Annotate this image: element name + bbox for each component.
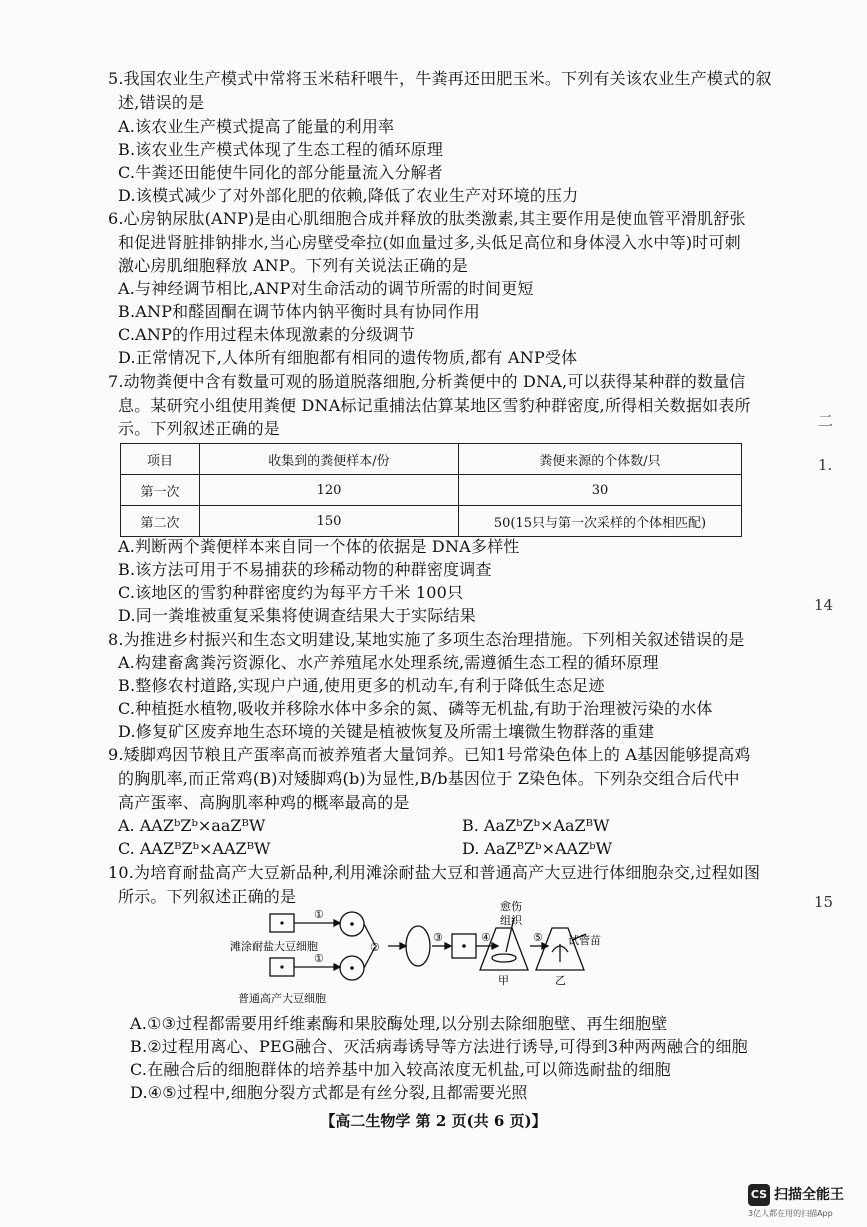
q10-option-b: B.②过程用离心、PEG融合、灭活病毒诱导等方法进行诱导,可得到3种两两融合的细胞 (130, 1037, 748, 1056)
q5-option-a: A.该农业生产模式提高了能量的利用率 (118, 117, 395, 136)
camscanner-logo-icon: CS (748, 1184, 770, 1206)
step-1-label-bottom: ① (314, 952, 324, 965)
margin-mark: 14 (814, 596, 834, 614)
q5-option-b: B.该农业生产模式体现了生态工程的循环原理 (118, 140, 444, 159)
table-header-row (121, 444, 742, 475)
q9-option-d: D. AaZᴮZᵇ×AAZᵇW (462, 839, 613, 858)
table-cell: 120 (200, 475, 459, 506)
seedling-label: 试管苗 (568, 934, 601, 947)
q10-stem-cont: 所示。下列叙述正确的是 (118, 887, 297, 906)
table-cell: 第二次 (121, 506, 200, 537)
q6-stem-cont: 和促进肾脏排钠排水,当心房壁受牵拉(如血量过多,头低足高位和身体浸入水中等)时可刺 (118, 233, 741, 252)
q10-stem: 10.为培育耐盐高产大豆新品种,利用滩涂耐盐大豆和普通高产大豆进行体细胞杂交,过程如图 (108, 863, 761, 882)
q8-option-d: D.修复矿区废弃地生态环境的关键是植被恢复及所需土壤微生物群落的重建 (118, 722, 655, 741)
table-cell: 30 (459, 475, 742, 506)
step-1-label: ① (314, 908, 324, 921)
cell-fusion-diagram (230, 900, 610, 1012)
q7-stem-cont: 息。某研究小组使用粪便 DNA标记重捕法估算某地区雪豹种群密度,所得相关数据如表所 (118, 396, 751, 415)
q6-option-a: A.与神经调节相比,ANP对生命活动的调节所需的时间更短 (118, 279, 534, 298)
callus-label-2: 组织 (500, 914, 522, 927)
table-row (121, 475, 742, 506)
q7-stem: 7.动物粪便中含有数量可观的肠道脱落细胞,分析粪便中的 DNA,可以获得某种群的数量信 (108, 372, 746, 391)
q7-option-d: D.同一粪堆被重复采集将使调查结果大于实际结果 (118, 606, 476, 625)
q6-option-c: C.ANP的作用过程未体现激素的分级调节 (118, 325, 416, 344)
step-4-label: ④ (481, 931, 491, 944)
q7-stem-cont2: 示。下列叙述正确的是 (118, 419, 281, 438)
q6-option-d: D.正常情况下,人体所有细胞都有相同的遗传物质,都有 ANP受体 (118, 348, 578, 367)
high-yield-soybean-label: 普通高产大豆细胞 (238, 992, 326, 1005)
q8-option-b: B.整修农村道路,实现户户通,使用更多的机动车,有利于降低生态足迹 (118, 676, 605, 695)
camscanner-watermark (748, 1180, 858, 1220)
q10-option-d: D.④⑤过程中,细胞分裂方式都是有丝分裂,且都需要光照 (130, 1083, 528, 1102)
table-header: 粪便来源的个体数/只 (459, 444, 742, 475)
q7-option-b: B.该方法可用于不易捕获的珍稀动物的种群密度调查 (118, 560, 492, 579)
q9-option-c: C. AAZᴮZᵇ×AAZᴮW (118, 839, 271, 858)
step-2-label: ② (370, 941, 380, 954)
step-5-label: ⑤ (533, 931, 543, 944)
callus-label: 愈伤 (500, 900, 522, 913)
q5-option-d: D.该模式减少了对外部化肥的依赖,降低了农业生产对环境的压力 (118, 186, 579, 205)
q9-stem: 9.矮脚鸡因节粮且产蛋率高而被养殖者大量饲养。已知1号常染色体上的 A基因能够提高鸡 (108, 745, 751, 764)
table-cell: 150 (200, 506, 459, 537)
q10-option-a: A.①③过程都需要用纤维素酶和果胶酶处理,以分别去除细胞壁、再生细胞壁 (130, 1014, 668, 1033)
q8-option-a: A.构建畜禽粪污资源化、水产养殖尾水处理系统,需遵循生态工程的循环原理 (118, 653, 659, 672)
brand-name: 扫描全能王 (774, 1187, 844, 1203)
q8-option-c: C.种植挺水植物,吸收并移除水体中多余的氮、磷等无机盐,有助于治理被污染的水体 (118, 699, 713, 718)
margin-mark: 15 (814, 893, 834, 911)
q9-option-a: A. AAZᵇZᵇ×aaZᴮW (118, 816, 266, 835)
margin-mark: 1. (818, 456, 833, 474)
page-footer: 【高二生物学 第 2 页(共 6 页)】 (320, 1112, 547, 1130)
salt-tolerant-soybean-label: 滩涂耐盐大豆细胞 (230, 940, 318, 953)
q9-stem-cont2: 高产蛋率、高胸肌率种鸡的概率最高的是 (118, 793, 410, 812)
table-cell: 第一次 (121, 475, 200, 506)
q10-option-c: C.在融合后的细胞群体的培养基中加入较高浓度无机盐,可以筛选耐盐的细胞 (130, 1060, 671, 1079)
flask-yi-label: 乙 (555, 974, 566, 987)
q9-stem-cont: 的胸肌率,而正常鸡(B)对矮脚鸡(b)为显性,B/b基因位于 Z染色体。下列杂交组合后代中 (118, 769, 740, 788)
q6-stem: 6.心房钠尿肽(ANP)是由心肌细胞合成并释放的肽类激素,其主要作用是使血管平滑肌舒张 (108, 209, 746, 228)
table-header: 项目 (121, 444, 200, 475)
q7-data-table (120, 443, 742, 537)
table-row (121, 506, 742, 537)
step-3-label: ③ (433, 931, 443, 944)
brand-tagline: 3亿人都在用的扫描App (748, 1209, 833, 1218)
flask-jia-label: 甲 (498, 974, 509, 987)
q7-option-c: C.该地区的雪豹种群密度约为每平方千米 100只 (118, 583, 464, 602)
table-cell: 50(15只与第一次采样的个体相匹配) (459, 506, 742, 537)
q5-option-c: C.牛粪还田能使牛同化的部分能量流入分解者 (118, 163, 443, 182)
table-header: 收集到的粪便样本/份 (200, 444, 459, 475)
q6-option-b: B.ANP和醛固酮在调节体内钠平衡时具有协同作用 (118, 302, 480, 321)
q8-stem: 8.为推进乡村振兴和生态文明建设,某地实施了多项生态治理措施。下列相关叙述错误的是 (108, 630, 745, 649)
q9-option-b: B. AaZᵇZᵇ×AaZᴮW (462, 816, 610, 835)
fused-protoplast (406, 926, 430, 966)
margin-mark: 二 (818, 412, 834, 430)
q5-stem: 5.我国农业生产模式中常将玉米秸秆喂牛，牛粪再还田肥玉米。下列有关该农业生产模式的叙 (108, 69, 772, 88)
q7-option-a: A.判断两个粪便样本来自同一个体的依据是 DNA多样性 (118, 537, 520, 556)
q6-stem-cont2: 激心房肌细胞释放 ANP。下列有关说法正确的是 (118, 256, 469, 275)
q5-stem-cont: 述,错误的是 (118, 93, 205, 112)
